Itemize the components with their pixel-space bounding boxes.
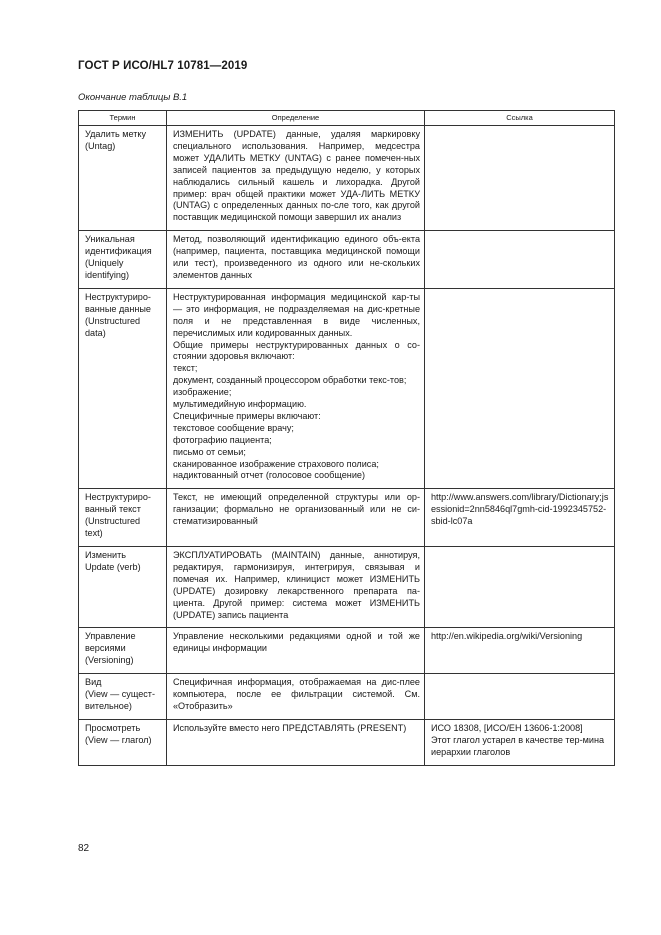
- page-number: 82: [78, 843, 90, 854]
- table-row: [79, 126, 615, 231]
- term-cell: Просмотреть (View — глагол): [79, 719, 167, 765]
- term-cell: Неструктуриро- ванный текст (Unstructured text): [79, 489, 167, 547]
- table-row: [79, 628, 615, 674]
- reference-cell: [425, 288, 615, 489]
- terms-table: [78, 110, 615, 766]
- reference-cell: [425, 547, 615, 628]
- column-header-term: Термин: [79, 111, 167, 126]
- term-cell: Уникальная идентификация (Uniquely identifying): [79, 231, 167, 289]
- reference-cell: ИСО 18308, [ИСО/ЕН 13606-1:2008] Этот глагол устарел в качестве тер-мина иерархии глаголов: [425, 719, 615, 765]
- column-header-reference: Ссылка: [425, 111, 615, 126]
- reference-cell[interactable]: http://www.answers.com/library/Dictionary;jsessionid=2nn5846ql7gmh-cid-1992345752-sbid-lc07a: [425, 489, 615, 547]
- table-caption: Окончание таблицы В.1: [78, 92, 188, 103]
- table-row: [79, 719, 615, 765]
- reference-cell: [425, 674, 615, 720]
- definition-cell: Текст, не имеющий определенной структуры или ор-ганизации; формально не организованный или не си-стематизированный: [167, 489, 425, 547]
- document-header: ГОСТ Р ИСО/HL7 10781—2019: [78, 60, 248, 72]
- term-cell: Вид (View — сущест- вительное): [79, 674, 167, 720]
- term-cell: Удалить метку (Untag): [79, 126, 167, 231]
- definition-cell: Управление несколькими редакциями одной и той же единицы информации: [167, 628, 425, 674]
- term-cell: Неструктуриро- ванные данные (Unstructured data): [79, 288, 167, 489]
- definition-cell: Метод, позволяющий идентификацию единого объ-екта (например, пациента, поставщика медицинской помощи или тест), произведенного из одного или не-скольких элементов данных: [167, 231, 425, 289]
- table-row: [79, 674, 615, 720]
- table-header-row: [79, 111, 615, 126]
- table-row: [79, 489, 615, 547]
- definition-cell: ЭКСПЛУАТИРОВАТЬ (MAINTAIN) данные, аннотируя, редактируя, гармонизируя, интегрируя, связывая и помечая их. Например, клиницист может ИЗМЕНИТЬ (UPDATE) дозировку лекарственного препарата па-циента. Другой пример: система может ИЗМЕНИТЬ (UPDATE) запись пациента: [167, 547, 425, 628]
- definition-cell: Неструктурированная информация медицинской кар-ты — это информация, не подразделяемая на дис-кретные поля и не представленная в виде численных, перечислимых или кодированных данных. Общие примеры неструктурированных данных о со-стоянии здоровья включают: текст; документ, созданный процессором обработки текс-тов; изображение; мультимедийную информацию. Специфичные примеры включают: текстовое сообщение врачу; фотографию пациента; письмо от семьи; сканированное изображение страхового полиса; надиктованный отчет (голосовое сообщение): [167, 288, 425, 489]
- reference-cell: [425, 126, 615, 231]
- definition-cell: Специфичная информация, отображаемая на дис-плее компьютера, после ее фильтрации системой. См. «Отобразить»: [167, 674, 425, 720]
- definition-cell: Используйте вместо него ПРЕДСТАВЛЯТЬ (PRESENT): [167, 719, 425, 765]
- reference-cell[interactable]: http://en.wikipedia.org/wiki/Versioning: [425, 628, 615, 674]
- table-row: [79, 231, 615, 289]
- column-header-definition: Определение: [167, 111, 425, 126]
- term-cell: Изменить Update (verb): [79, 547, 167, 628]
- reference-cell: [425, 231, 615, 289]
- definition-cell: ИЗМЕНИТЬ (UPDATE) данные, удаляя маркировку специального использования. Например, медсестра может УДАЛИТЬ МЕТКУ (UNTAG) с ранее помечен-ных записей пациентов за предыдущую неделю, у которых наблюдались сильный кашель и лихорадка. Другой пример: врач общей практики может УДА-ЛИТЬ МЕТКУ (UNTAG) с определенных данных по-сле того, как другой поставщик медицинской помощи завершил их анализ: [167, 126, 425, 231]
- term-cell: Управление версиями (Versioning): [79, 628, 167, 674]
- table-row: [79, 288, 615, 489]
- table-row: [79, 547, 615, 628]
